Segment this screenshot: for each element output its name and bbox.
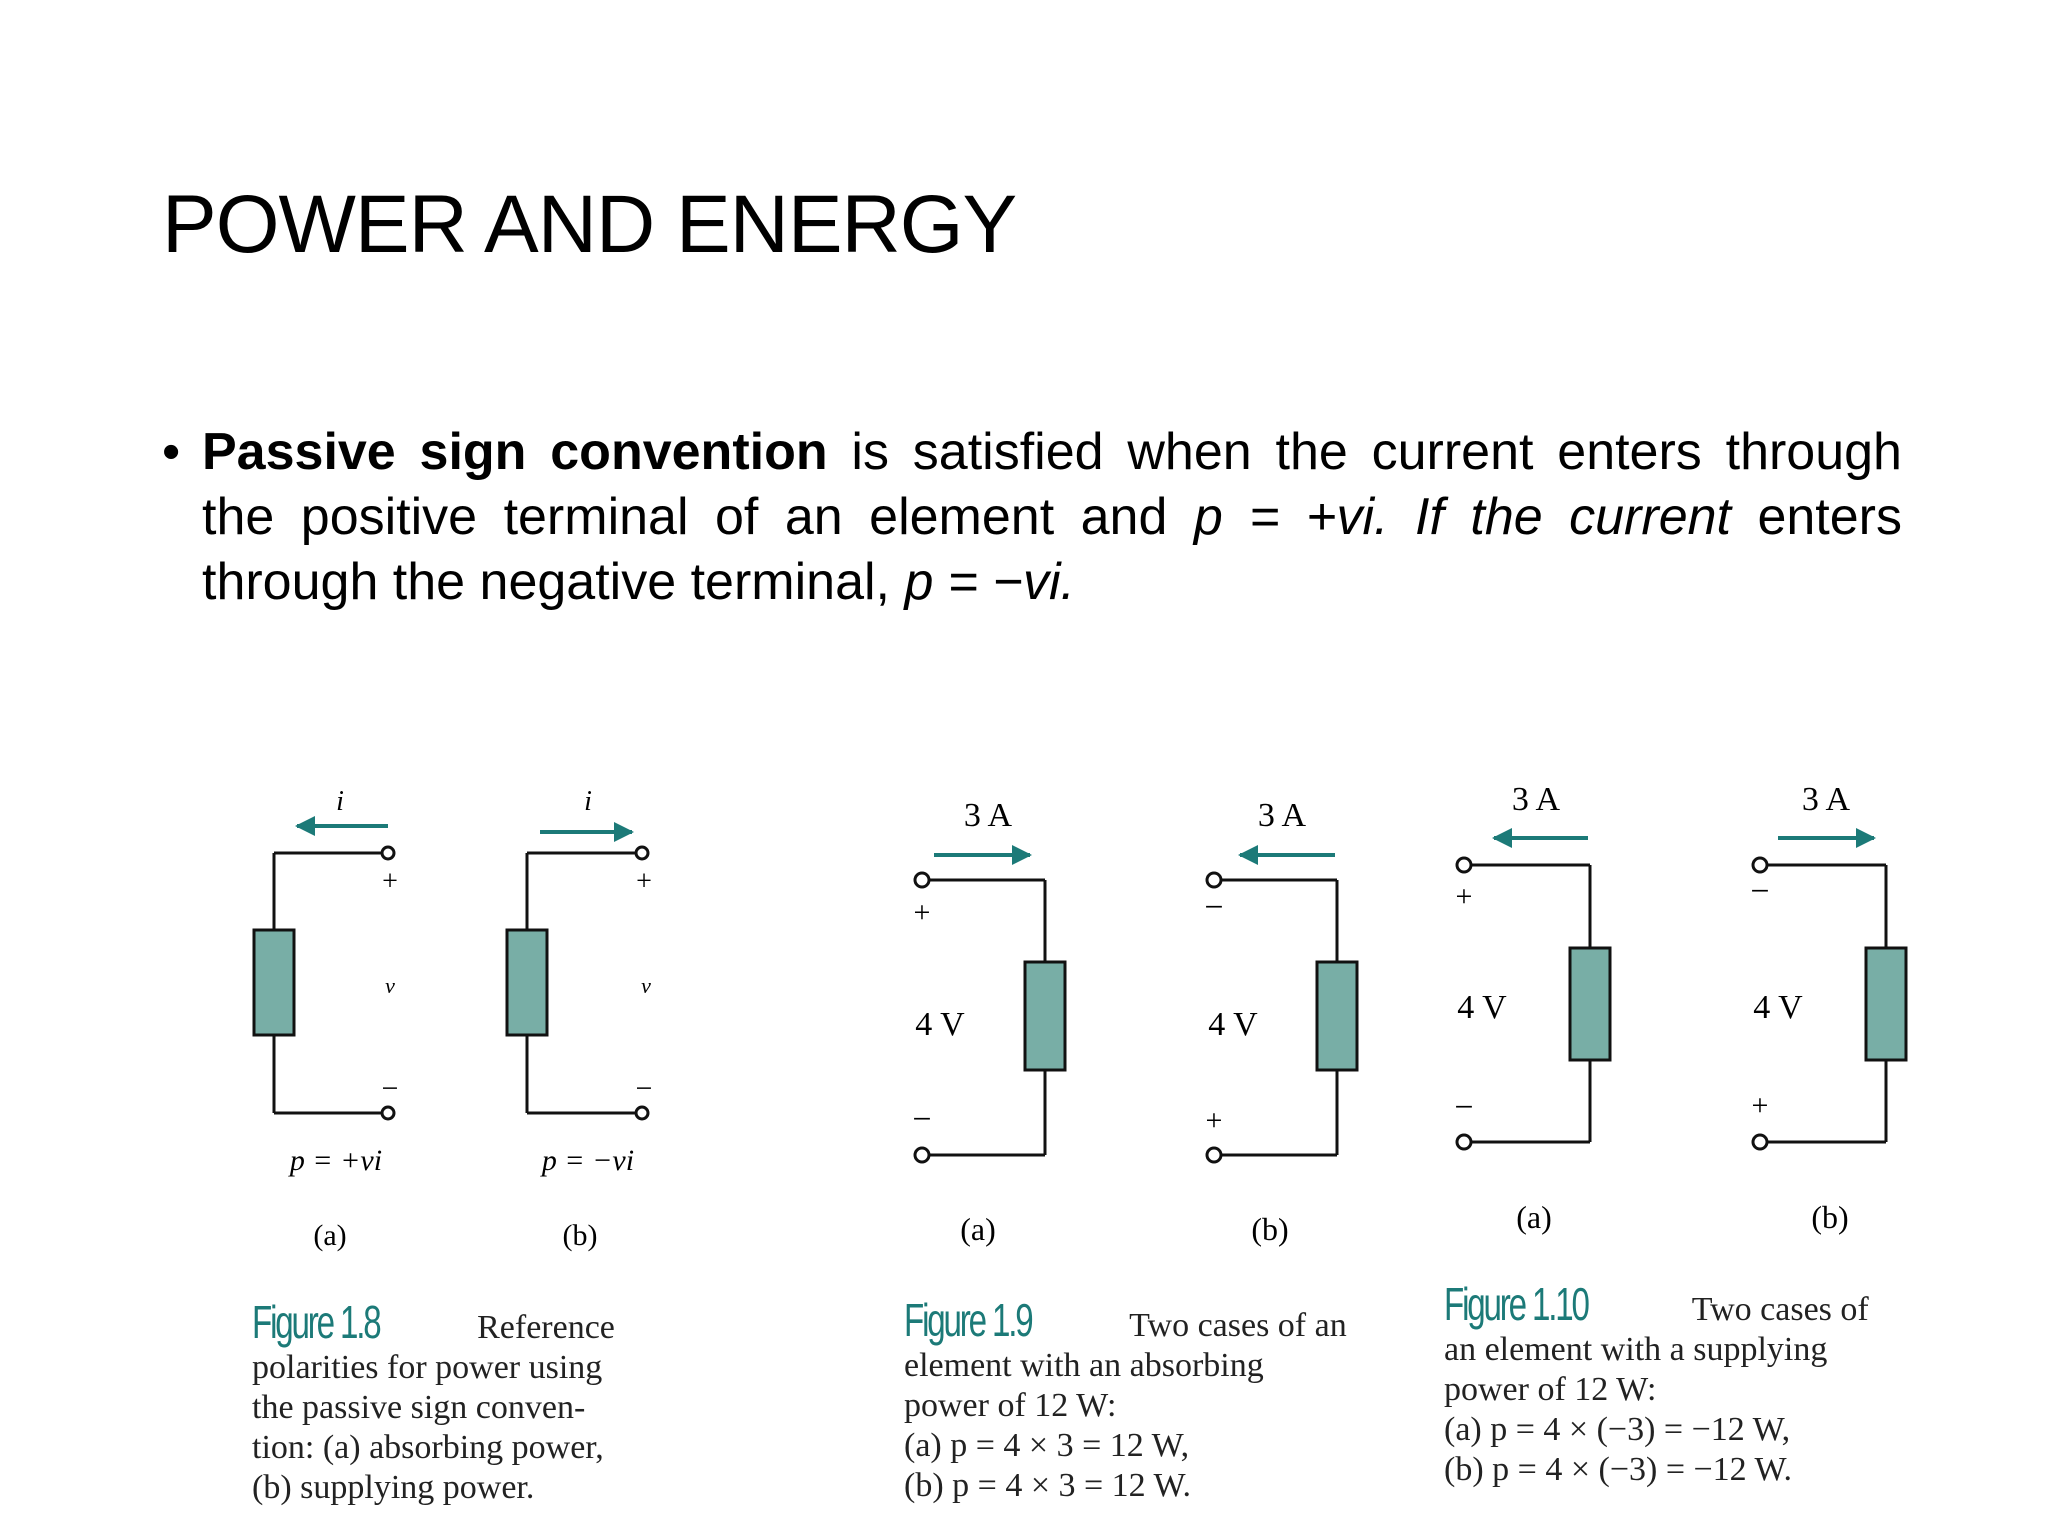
fig-1-10-b-sublabel: (b) xyxy=(1811,1199,1849,1235)
fig-1-8-a-sublabel: (a) xyxy=(313,1219,347,1252)
fig-1-8-a-voltage: v xyxy=(385,973,395,998)
fig-1-10-b-minus: − xyxy=(1750,873,1770,910)
fig-1-9-caption-line5: (b) p = 4 × 3 = 12 W. xyxy=(904,1467,1192,1504)
fig-1-8-b-plus: + xyxy=(636,866,652,897)
fig-1-9-a-minus: − xyxy=(912,1101,932,1138)
fig-1-8-b-top-terminal xyxy=(636,847,648,859)
fig-1-8-caption-line4: tion: (a) absorbing power, xyxy=(252,1429,604,1466)
fig-1-8-caption-line5: (b) supplying power. xyxy=(252,1469,535,1506)
fig-1-9-b-minus: − xyxy=(1204,889,1224,926)
bullet-dot: • xyxy=(162,423,181,481)
fig-1-8-b-power: p = −vi xyxy=(541,1144,635,1177)
fig-1-9-a-element xyxy=(1025,962,1065,1070)
fig-1-8-a-minus: − xyxy=(381,1072,399,1105)
fig-1-10-a-sublabel: (a) xyxy=(1516,1199,1552,1235)
fig-1-9-a-plus: + xyxy=(913,896,931,929)
fig-1-9-b-current: 3 A xyxy=(1257,797,1307,834)
fig-1-10-b-plus: + xyxy=(1751,1089,1769,1122)
fig-1-10-b-voltage: 4 V xyxy=(1753,989,1803,1026)
fig-1-8-caption-label: Figure 1.8 xyxy=(252,1296,380,1348)
fig-1-10-a-voltage: 4 V xyxy=(1457,989,1507,1026)
fig-1-9-a-top-terminal xyxy=(915,873,929,887)
fig-1-8-a-element xyxy=(254,930,294,1035)
bullet-text-1: is satisfied when the current enters through the positive terminal of an element and xyxy=(202,423,1902,546)
fig-1-8-caption-line2: polarities for power using xyxy=(252,1349,603,1386)
bullet-italic-2: p = −vi. xyxy=(904,553,1075,611)
fig-1-10-a-current: 3 A xyxy=(1511,781,1561,818)
fig-1-9-caption-line4: (a) p = 4 × 3 = 12 W, xyxy=(904,1427,1190,1464)
fig-1-9-a-current: 3 A xyxy=(963,797,1013,834)
fig-1-9-b-bottom-terminal xyxy=(1207,1148,1221,1162)
fig-1-10-caption-line3: power of 12 W: xyxy=(1444,1371,1657,1408)
fig-1-10-caption-line2: an element with a supplying xyxy=(1444,1331,1828,1368)
fig-1-8-b-voltage: v xyxy=(641,973,651,998)
fig-1-8-b-current-label: i xyxy=(584,786,592,817)
fig-1-10-a-plus: + xyxy=(1455,880,1473,913)
fig-1-8-b-minus: − xyxy=(635,1072,653,1105)
fig-1-8-a-bottom-terminal xyxy=(382,1107,394,1119)
fig-1-8-a-current-label: i xyxy=(336,786,344,817)
bullet-text-2: enters through the negative terminal, xyxy=(202,488,1902,611)
fig-1-9-caption xyxy=(904,1294,1347,1506)
fig-1-10-b-element xyxy=(1866,948,1906,1060)
fig-1-8-b-element xyxy=(507,930,547,1035)
fig-1-10-b-current: 3 A xyxy=(1801,781,1851,818)
fig-1-9-b-voltage: 4 V xyxy=(1208,1006,1258,1043)
fig-1-9-caption-label: Figure 1.9 xyxy=(904,1294,1032,1346)
fig-1-8-b-sublabel: (b) xyxy=(562,1219,598,1252)
fig-1-10-a-minus: − xyxy=(1454,1089,1474,1126)
bullet-bold-lead: Passive sign convention xyxy=(202,423,828,481)
fig-1-10-b-top-terminal xyxy=(1753,858,1767,872)
fig-1-9-b-element xyxy=(1317,962,1357,1070)
fig-1-10-a-element xyxy=(1570,948,1610,1060)
fig-1-8-caption xyxy=(252,1296,615,1508)
fig-1-8-caption-line1: Reference xyxy=(477,1309,615,1346)
fig-1-9-a-voltage: 4 V xyxy=(915,1006,965,1043)
fig-1-9-caption-line2: element with an absorbing xyxy=(904,1347,1264,1384)
fig-1-8-a-top-terminal xyxy=(382,847,394,859)
fig-1-10-caption-label: Figure 1.10 xyxy=(1444,1278,1588,1330)
fig-1-10-caption-line1: Two cases of xyxy=(1691,1291,1869,1328)
fig-1-8-a-power: p = +vi xyxy=(289,1144,383,1177)
fig-1-9-caption-line1: Two cases of an xyxy=(1129,1307,1347,1344)
fig-1-10-a-bottom-terminal xyxy=(1457,1135,1471,1149)
fig-1-10-caption-line4: (a) p = 4 × (−3) = −12 W, xyxy=(1444,1411,1791,1448)
slide-title: POWER AND ENERGY xyxy=(162,179,1017,270)
fig-1-8-b-bottom-terminal xyxy=(636,1107,648,1119)
fig-1-9-b-plus: + xyxy=(1205,1104,1223,1137)
fig-1-10-a-top-terminal xyxy=(1457,858,1471,872)
fig-1-9-b-top-terminal xyxy=(1207,873,1221,887)
fig-1-10-caption-line5: (b) p = 4 × (−3) = −12 W. xyxy=(1444,1451,1793,1488)
fig-1-9-a-bottom-terminal xyxy=(915,1148,929,1162)
fig-1-8-caption-line3: the passive sign conven- xyxy=(252,1389,586,1426)
fig-1-10-caption xyxy=(1444,1278,1869,1490)
bullet-italic-1: p = +vi. If the current xyxy=(1193,488,1731,546)
fig-1-10-b-bottom-terminal xyxy=(1753,1135,1767,1149)
fig-1-9-a-sublabel: (a) xyxy=(960,1211,996,1247)
fig-1-9-caption-line3: power of 12 W: xyxy=(904,1387,1117,1424)
fig-1-8-a-plus: + xyxy=(382,866,398,897)
fig-1-9-b-sublabel: (b) xyxy=(1251,1211,1289,1247)
